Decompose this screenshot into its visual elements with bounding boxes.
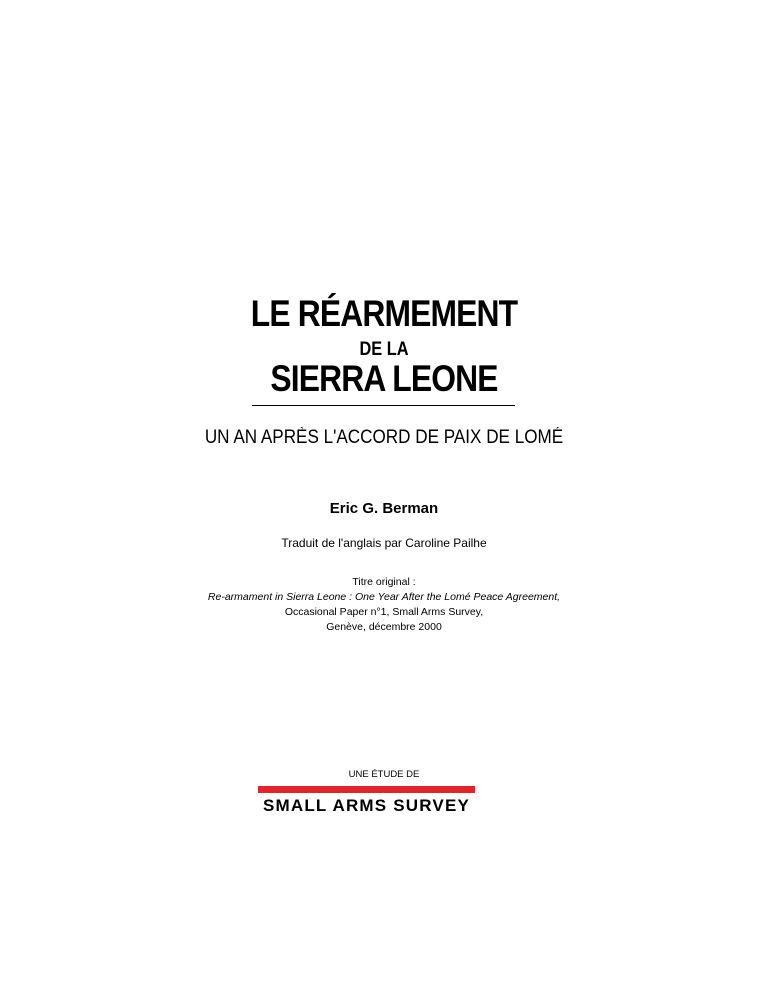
author-name: Eric G. Berman [329,500,439,517]
original-title-block [0,575,768,635]
original-title-text: Re-armament in Sierra Leone : One Year After the Lomé Peace Agreement, [207,591,561,603]
brand-red-bar [258,786,475,793]
original-place-date: Genève, décembre 2000 [326,621,442,633]
brand-logo-text: SMALL ARMS SURVEY [262,796,471,815]
subtitle: UN AN APRÈS L'ACCORD DE PAIX DE LOMÉ [204,427,564,448]
title-divider [252,405,515,406]
original-title-label: Titre original : [352,576,416,588]
title-line-3: SIERRA LEONE [270,358,498,399]
study-label: UNE ÉTUDE DE [348,769,420,780]
title-line-2: DE LA [359,339,409,360]
translator-credit: Traduit de l'anglais par Caroline Pailhe [281,536,487,550]
title-line-1: LE RÉARMEMENT [250,293,518,334]
original-series: Occasional Paper n°1, Small Arms Survey, [284,606,484,618]
